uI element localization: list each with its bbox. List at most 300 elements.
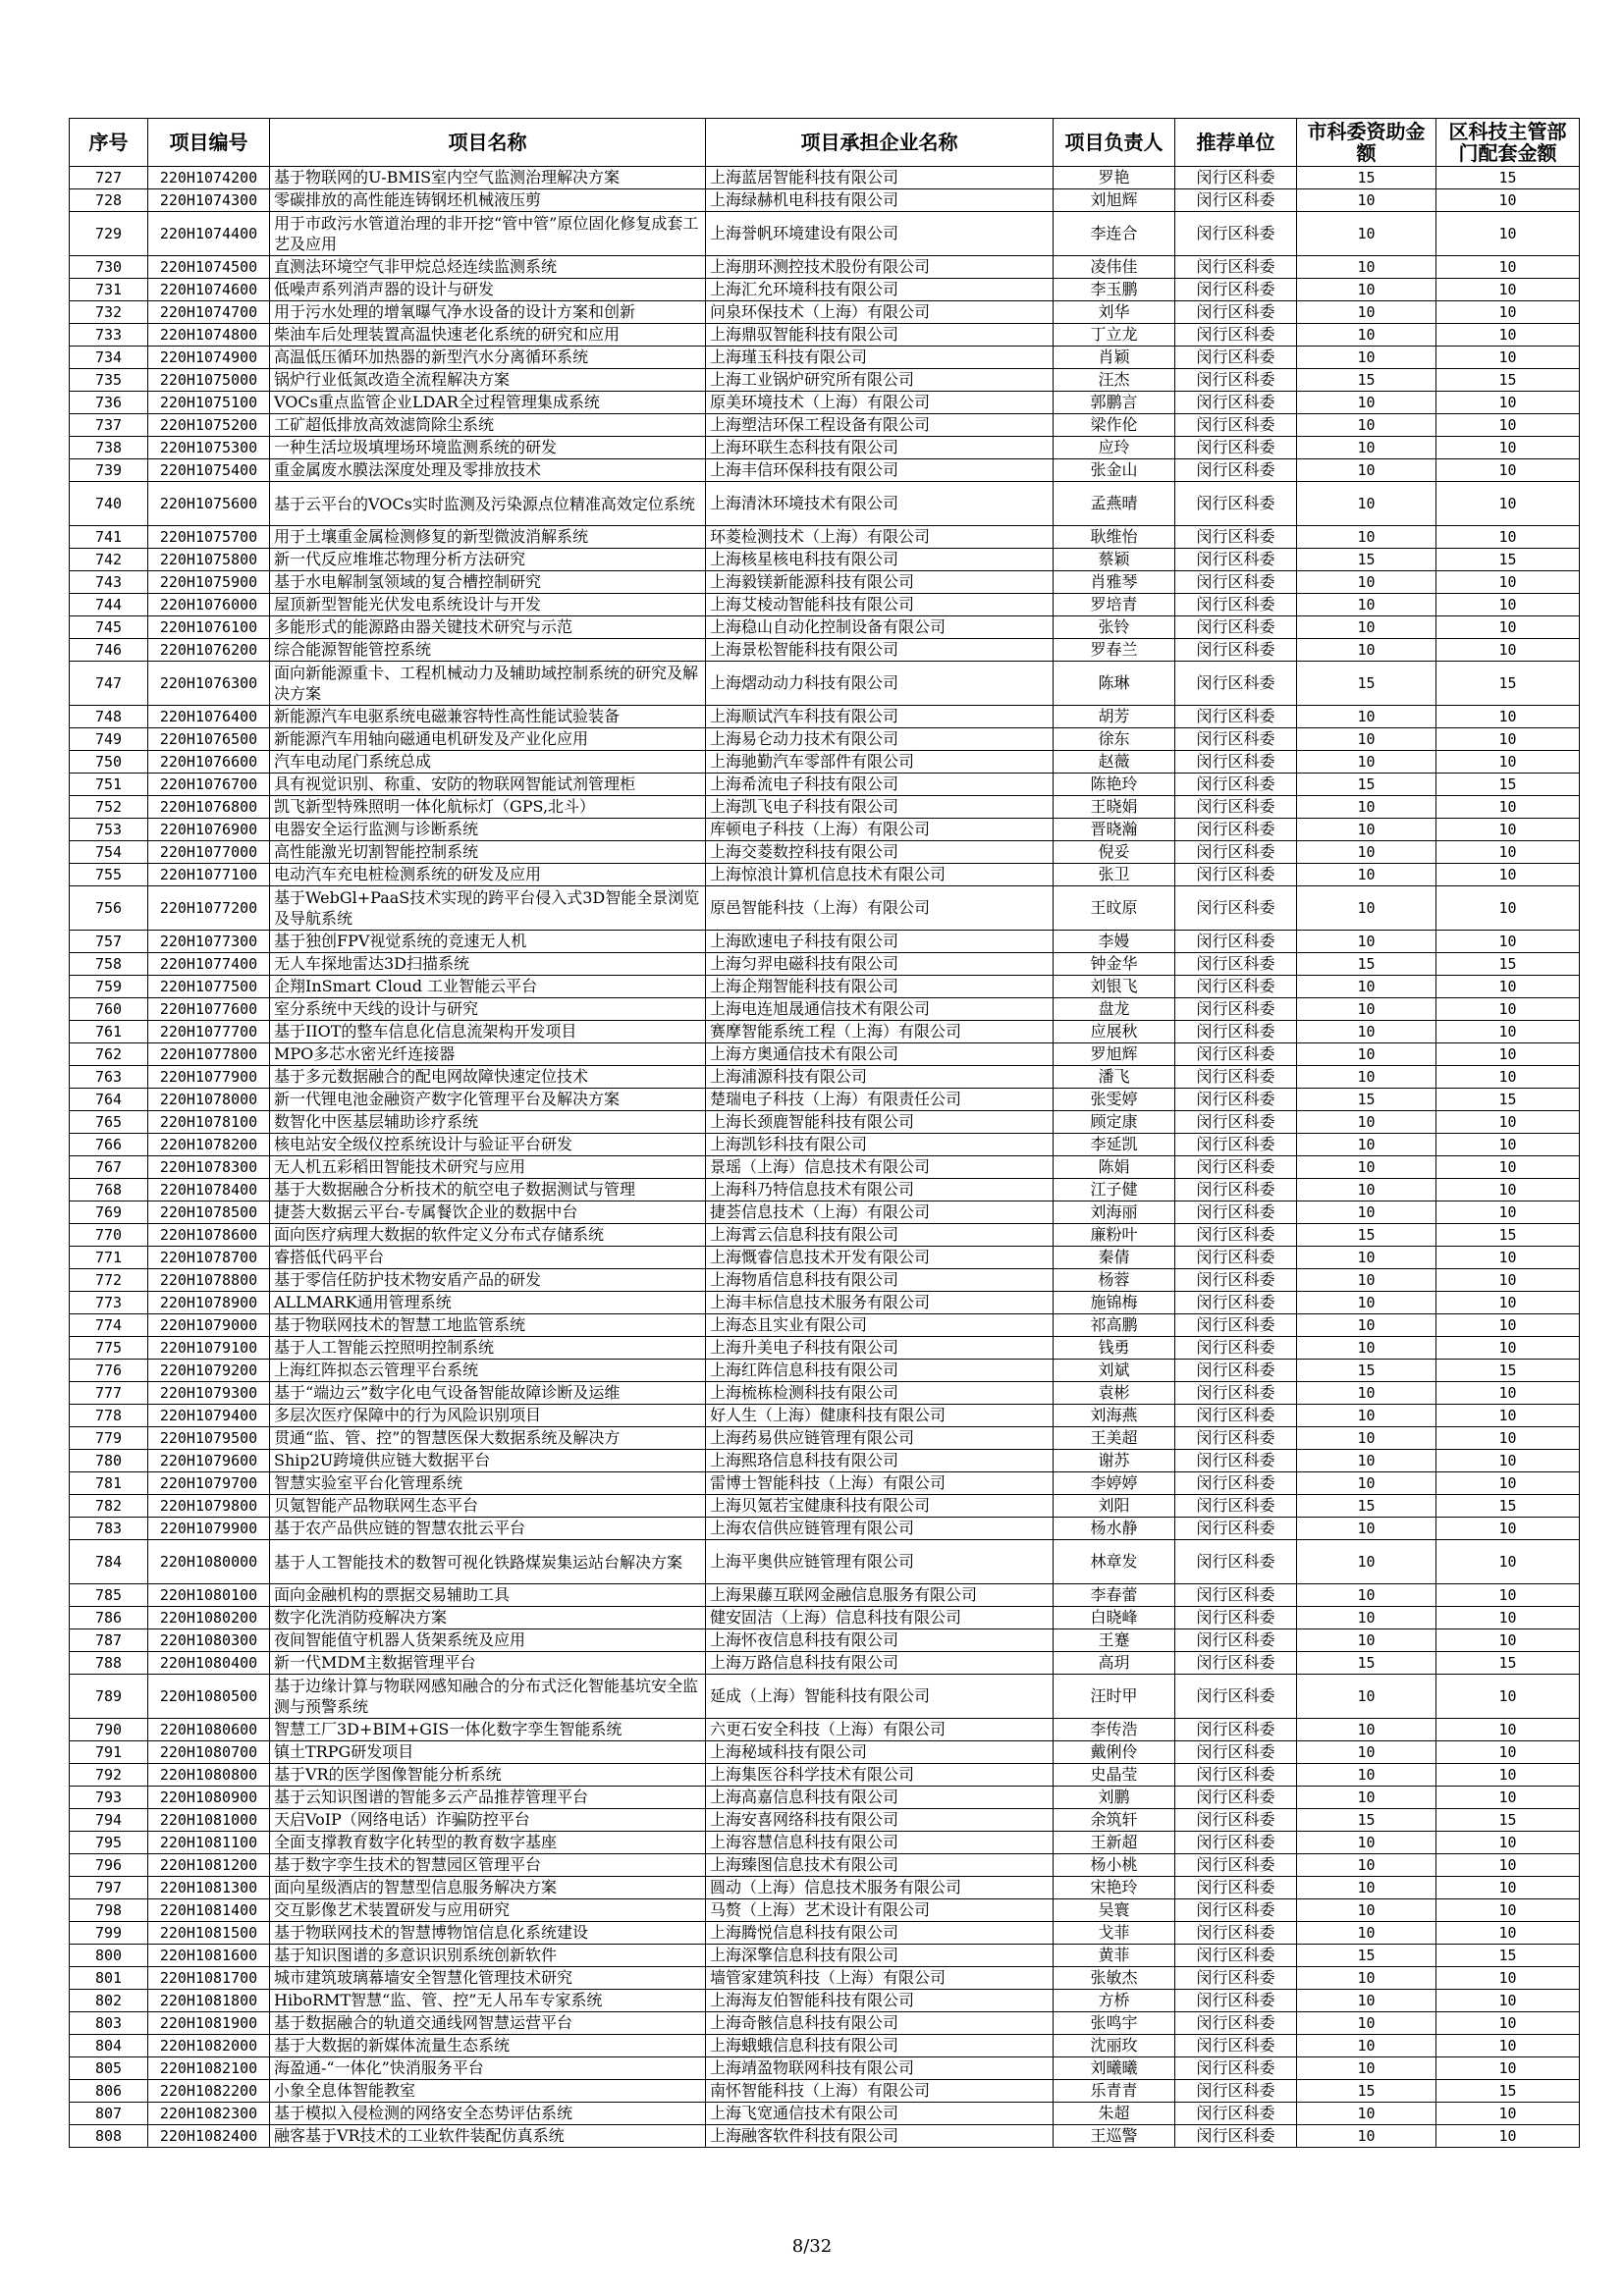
row-recommending-unit: 闵行区科委 <box>1175 2035 1297 2057</box>
row-index: 733 <box>70 324 148 347</box>
row-project-number: 220H1076400 <box>148 706 270 728</box>
row-project-number: 220H1082100 <box>148 2057 270 2080</box>
table-row <box>70 1990 1580 2012</box>
row-project-leader: 李延凯 <box>1054 1134 1175 1156</box>
row-city-funding: 15 <box>1297 662 1436 706</box>
row-company-name: 上海惊浪计算机信息技术有限公司 <box>706 864 1054 886</box>
row-district-funding: 10 <box>1436 1450 1580 1472</box>
table-row <box>70 189 1580 212</box>
row-city-funding: 10 <box>1297 256 1436 279</box>
table-row <box>70 2125 1580 2148</box>
row-company-name: 南怀智能科技（上海）有限公司 <box>706 2080 1054 2103</box>
row-project-name: 高温低压循环加热器的新型汽水分离循环系统 <box>270 347 706 369</box>
row-project-leader: 刘海燕 <box>1054 1405 1175 1427</box>
row-project-leader: 陈琳 <box>1054 662 1175 706</box>
row-project-name: 新一代反应堆堆芯物理分析方法研究 <box>270 549 706 571</box>
row-recommending-unit: 闵行区科委 <box>1175 1021 1297 1043</box>
row-recommending-unit: 闵行区科委 <box>1175 1809 1297 1832</box>
row-company-name: 上海企翔智能科技有限公司 <box>706 976 1054 998</box>
row-project-number: 220H1077800 <box>148 1043 270 1066</box>
row-city-funding: 10 <box>1297 1877 1436 1899</box>
table-row <box>70 2035 1580 2057</box>
row-city-funding: 10 <box>1297 1314 1436 1337</box>
row-project-leader: 秦倩 <box>1054 1247 1175 1269</box>
row-recommending-unit: 闵行区科委 <box>1175 1089 1297 1111</box>
row-project-number: 220H1078300 <box>148 1156 270 1179</box>
row-index: 739 <box>70 459 148 482</box>
row-company-name: 上海浦源科技有限公司 <box>706 1066 1054 1089</box>
row-recommending-unit: 闵行区科委 <box>1175 212 1297 256</box>
row-project-leader: 耿维怡 <box>1054 526 1175 549</box>
row-recommending-unit: 闵行区科委 <box>1175 1854 1297 1877</box>
row-index: 799 <box>70 1922 148 1945</box>
row-project-number: 220H1081900 <box>148 2012 270 2035</box>
row-company-name: 上海高嘉信息科技有限公司 <box>706 1787 1054 1809</box>
row-city-funding: 10 <box>1297 1990 1436 2012</box>
row-recommending-unit: 闵行区科委 <box>1175 392 1297 414</box>
row-project-name: 一种生活垃圾填埋场环境监测系统的研发 <box>270 437 706 459</box>
row-district-funding: 10 <box>1436 482 1580 526</box>
row-company-name: 赛摩智能系统工程（上海）有限公司 <box>706 1021 1054 1043</box>
header-index: 序号 <box>70 119 148 167</box>
row-recommending-unit: 闵行区科委 <box>1175 662 1297 706</box>
row-district-funding: 10 <box>1436 1111 1580 1134</box>
row-project-leader: 王旼原 <box>1054 886 1175 931</box>
row-project-name: 基于农产品供应链的智慧农批云平台 <box>270 1518 706 1540</box>
row-project-name: 面向金融机构的票据交易辅助工具 <box>270 1584 706 1607</box>
table-row <box>70 1043 1580 1066</box>
table-row <box>70 1741 1580 1764</box>
row-company-name: 上海顺试汽车科技有限公司 <box>706 706 1054 728</box>
row-recommending-unit: 闵行区科委 <box>1175 1134 1297 1156</box>
row-district-funding: 10 <box>1436 1629 1580 1652</box>
table-row <box>70 706 1580 728</box>
row-project-number: 220H1076700 <box>148 774 270 796</box>
row-company-name: 上海梳栋检测科技有限公司 <box>706 1382 1054 1405</box>
table-row <box>70 1382 1580 1405</box>
row-project-name: 凯飞新型特殊照明一体化航标灯（GPS,北斗） <box>270 796 706 819</box>
row-index: 750 <box>70 751 148 774</box>
row-project-leader: 汪时甲 <box>1054 1675 1175 1719</box>
row-city-funding: 10 <box>1297 706 1436 728</box>
row-company-name: 上海工业锅炉研究所有限公司 <box>706 369 1054 392</box>
row-project-name: 核电站安全级仪控系统设计与验证平台研发 <box>270 1134 706 1156</box>
row-index: 767 <box>70 1156 148 1179</box>
row-project-name: HiboRMT智慧“监、管、控”无人吊车专家系统 <box>270 1990 706 2012</box>
row-company-name: 上海凯飞电子科技有限公司 <box>706 796 1054 819</box>
row-project-number: 220H1079400 <box>148 1405 270 1427</box>
table-row <box>70 2012 1580 2035</box>
row-index: 774 <box>70 1314 148 1337</box>
row-city-funding: 10 <box>1297 1111 1436 1134</box>
row-city-funding: 10 <box>1297 886 1436 931</box>
row-index: 792 <box>70 1764 148 1787</box>
header-project-number: 项目编号 <box>148 119 270 167</box>
row-company-name: 上海红阵信息科技有限公司 <box>706 1360 1054 1382</box>
row-recommending-unit: 闵行区科委 <box>1175 1877 1297 1899</box>
row-district-funding: 10 <box>1436 1922 1580 1945</box>
row-project-leader: 徐东 <box>1054 728 1175 751</box>
row-project-name: 睿搭低代码平台 <box>270 1247 706 1269</box>
row-project-leader: 李婷婷 <box>1054 1472 1175 1495</box>
row-district-funding: 10 <box>1436 459 1580 482</box>
row-project-name: 电器安全运行监测与诊断系统 <box>270 819 706 841</box>
row-company-name: 上海飞宽通信技术有限公司 <box>706 2103 1054 2125</box>
row-project-leader: 黄菲 <box>1054 1945 1175 1967</box>
table-row <box>70 1787 1580 1809</box>
row-index: 765 <box>70 1111 148 1134</box>
row-project-number: 220H1078500 <box>148 1201 270 1224</box>
row-city-funding: 15 <box>1297 1360 1436 1382</box>
row-index: 759 <box>70 976 148 998</box>
row-project-name: 贝氪智能产品物联网生态平台 <box>270 1495 706 1518</box>
row-city-funding: 10 <box>1297 1156 1436 1179</box>
row-project-leader: 晋晓瀚 <box>1054 819 1175 841</box>
row-project-leader: 廉粉叶 <box>1054 1224 1175 1247</box>
row-index: 742 <box>70 549 148 571</box>
row-recommending-unit: 闵行区科委 <box>1175 1787 1297 1809</box>
row-city-funding: 10 <box>1297 616 1436 639</box>
row-index: 734 <box>70 347 148 369</box>
header-recommending-unit: 推荐单位 <box>1175 119 1297 167</box>
row-recommending-unit: 闵行区科委 <box>1175 1967 1297 1990</box>
row-city-funding: 10 <box>1297 437 1436 459</box>
row-city-funding: 15 <box>1297 1089 1436 1111</box>
row-city-funding: 10 <box>1297 1787 1436 1809</box>
row-recommending-unit: 闵行区科委 <box>1175 796 1297 819</box>
table-row <box>70 526 1580 549</box>
row-city-funding: 15 <box>1297 167 1436 189</box>
row-project-leader: 刘华 <box>1054 301 1175 324</box>
row-index: 795 <box>70 1832 148 1854</box>
row-city-funding: 10 <box>1297 1675 1436 1719</box>
row-project-number: 220H1081000 <box>148 1809 270 1832</box>
table-row <box>70 392 1580 414</box>
row-index: 743 <box>70 571 148 594</box>
row-city-funding: 10 <box>1297 347 1436 369</box>
row-district-funding: 10 <box>1436 301 1580 324</box>
table-row <box>70 639 1580 662</box>
table-row <box>70 1427 1580 1450</box>
row-index: 787 <box>70 1629 148 1652</box>
row-city-funding: 10 <box>1297 324 1436 347</box>
row-project-number: 220H1078400 <box>148 1179 270 1201</box>
row-city-funding: 10 <box>1297 1066 1436 1089</box>
row-project-leader: 沈丽玫 <box>1054 2035 1175 2057</box>
row-project-name: 夜间智能值守机器人货架系统及应用 <box>270 1629 706 1652</box>
row-city-funding: 15 <box>1297 1495 1436 1518</box>
row-recommending-unit: 闵行区科委 <box>1175 639 1297 662</box>
row-company-name: 上海药易供应链管理有限公司 <box>706 1427 1054 1450</box>
row-company-name: 上海腾悦信息科技有限公司 <box>706 1922 1054 1945</box>
row-project-leader: 林章发 <box>1054 1540 1175 1584</box>
table-row <box>70 1134 1580 1156</box>
table-row <box>70 414 1580 437</box>
row-city-funding: 10 <box>1297 1741 1436 1764</box>
table-row <box>70 1450 1580 1472</box>
row-project-number: 220H1079200 <box>148 1360 270 1382</box>
row-city-funding: 10 <box>1297 414 1436 437</box>
row-project-leader: 白晓峰 <box>1054 1607 1175 1629</box>
row-project-name: 小象全息体智能教室 <box>270 2080 706 2103</box>
row-project-leader: 宋艳玲 <box>1054 1877 1175 1899</box>
row-index: 758 <box>70 953 148 976</box>
row-city-funding: 10 <box>1297 751 1436 774</box>
row-project-name: 基于大数据融合分析技术的航空电子数据测试与管理 <box>270 1179 706 1201</box>
row-project-number: 220H1076100 <box>148 616 270 639</box>
row-district-funding: 10 <box>1436 2103 1580 2125</box>
table-row <box>70 1652 1580 1675</box>
row-project-number: 220H1079300 <box>148 1382 270 1405</box>
row-company-name: 上海鼎驭智能科技有限公司 <box>706 324 1054 347</box>
table-row <box>70 1518 1580 1540</box>
row-city-funding: 10 <box>1297 1427 1436 1450</box>
row-recommending-unit: 闵行区科委 <box>1175 2080 1297 2103</box>
row-project-name: 锅炉行业低氮改造全流程解决方案 <box>270 369 706 392</box>
row-recommending-unit: 闵行区科委 <box>1175 571 1297 594</box>
row-company-name: 上海朋环测控技术股份有限公司 <box>706 256 1054 279</box>
row-recommending-unit: 闵行区科委 <box>1175 1314 1297 1337</box>
row-district-funding: 15 <box>1436 1495 1580 1518</box>
row-project-name: MPO多芯水密光纤连接器 <box>270 1043 706 1066</box>
row-project-name: ALLMARK通用管理系统 <box>270 1292 706 1314</box>
row-index: 757 <box>70 931 148 953</box>
row-city-funding: 10 <box>1297 1472 1436 1495</box>
table-row <box>70 594 1580 616</box>
row-project-number: 220H1080200 <box>148 1607 270 1629</box>
row-index: 789 <box>70 1675 148 1719</box>
row-project-number: 220H1078900 <box>148 1292 270 1314</box>
row-project-number: 220H1081300 <box>148 1877 270 1899</box>
table-row <box>70 347 1580 369</box>
row-district-funding: 10 <box>1436 1584 1580 1607</box>
row-project-name: 多能形式的能源路由器关键技术研究与示范 <box>270 616 706 639</box>
row-project-number: 220H1081400 <box>148 1899 270 1922</box>
row-recommending-unit: 闵行区科委 <box>1175 2103 1297 2125</box>
row-project-name: 基于边缘计算与物联网感知融合的分布式泛化智能基坑安全监测与预警系统 <box>270 1675 706 1719</box>
row-company-name: 上海汇允环境科技有限公司 <box>706 279 1054 301</box>
row-project-number: 220H1078600 <box>148 1224 270 1247</box>
row-recommending-unit: 闵行区科委 <box>1175 1179 1297 1201</box>
row-recommending-unit: 闵行区科委 <box>1175 1899 1297 1922</box>
row-company-name: 上海霄云信息科技有限公司 <box>706 1224 1054 1247</box>
row-project-number: 220H1074600 <box>148 279 270 301</box>
row-index: 755 <box>70 864 148 886</box>
row-district-funding: 10 <box>1436 1540 1580 1584</box>
row-district-funding: 10 <box>1436 594 1580 616</box>
row-project-leader: 高玥 <box>1054 1652 1175 1675</box>
row-index: 776 <box>70 1360 148 1382</box>
row-index: 770 <box>70 1224 148 1247</box>
row-index: 800 <box>70 1945 148 1967</box>
row-project-number: 220H1081800 <box>148 1990 270 2012</box>
row-city-funding: 10 <box>1297 571 1436 594</box>
row-project-name: 智慧工厂3D+BIM+GIS一体化数字孪生智能系统 <box>270 1719 706 1741</box>
row-recommending-unit: 闵行区科委 <box>1175 976 1297 998</box>
row-recommending-unit: 闵行区科委 <box>1175 301 1297 324</box>
row-project-name: 数字化洗消防疫解决方案 <box>270 1607 706 1629</box>
row-city-funding: 10 <box>1297 2012 1436 2035</box>
row-project-leader: 郭鹏言 <box>1054 392 1175 414</box>
row-recommending-unit: 闵行区科委 <box>1175 1764 1297 1787</box>
table-row <box>70 1629 1580 1652</box>
row-project-number: 220H1076900 <box>148 819 270 841</box>
row-company-name: 上海绿赫机电科技有限公司 <box>706 189 1054 212</box>
table-row <box>70 1337 1580 1360</box>
row-district-funding: 10 <box>1436 1179 1580 1201</box>
row-project-name: 基于多元数据融合的配电网故障快速定位技术 <box>270 1066 706 1089</box>
row-city-funding: 10 <box>1297 594 1436 616</box>
row-city-funding: 10 <box>1297 1269 1436 1292</box>
row-district-funding: 10 <box>1436 998 1580 1021</box>
table-row <box>70 1809 1580 1832</box>
row-index: 748 <box>70 706 148 728</box>
row-company-name: 上海誉帆环境建设有限公司 <box>706 212 1054 256</box>
row-recommending-unit: 闵行区科委 <box>1175 414 1297 437</box>
row-project-leader: 凌伟佳 <box>1054 256 1175 279</box>
row-project-leader: 顾定康 <box>1054 1111 1175 1134</box>
row-recommending-unit: 闵行区科委 <box>1175 1922 1297 1945</box>
row-project-name: 具有视觉识别、称重、安防的物联网智能试剂管理柜 <box>270 774 706 796</box>
row-project-name: 基于水电解制氢领域的复合槽控制研究 <box>270 571 706 594</box>
table-row <box>70 167 1580 189</box>
row-company-name: 上海艾棱动智能科技有限公司 <box>706 594 1054 616</box>
row-company-name: 上海核星核电科技有限公司 <box>706 549 1054 571</box>
row-company-name: 上海熠动动力科技有限公司 <box>706 662 1054 706</box>
row-company-name: 上海熙珞信息科技有限公司 <box>706 1450 1054 1472</box>
row-project-number: 220H1079700 <box>148 1472 270 1495</box>
row-project-leader: 陈娟 <box>1054 1156 1175 1179</box>
row-company-name: 上海稳山自动化控制设备有限公司 <box>706 616 1054 639</box>
row-index: 761 <box>70 1021 148 1043</box>
row-recommending-unit: 闵行区科委 <box>1175 1111 1297 1134</box>
row-city-funding: 10 <box>1297 1899 1436 1922</box>
row-index: 794 <box>70 1809 148 1832</box>
table-row <box>70 1314 1580 1337</box>
row-district-funding: 10 <box>1436 728 1580 751</box>
row-recommending-unit: 闵行区科委 <box>1175 1652 1297 1675</box>
row-project-number: 220H1076800 <box>148 796 270 819</box>
row-project-number: 220H1080100 <box>148 1584 270 1607</box>
row-district-funding: 10 <box>1436 324 1580 347</box>
row-company-name: 景瑶（上海）信息技术有限公司 <box>706 1156 1054 1179</box>
row-district-funding: 10 <box>1436 1741 1580 1764</box>
row-company-name: 上海态且实业有限公司 <box>706 1314 1054 1337</box>
row-index: 786 <box>70 1607 148 1629</box>
row-index: 775 <box>70 1337 148 1360</box>
row-company-name: 延成（上海）智能科技有限公司 <box>706 1675 1054 1719</box>
table-row <box>70 571 1580 594</box>
row-project-number: 220H1081600 <box>148 1945 270 1967</box>
row-city-funding: 10 <box>1297 998 1436 1021</box>
row-project-name: 新能源汽车电驱系统电磁兼容特性高性能试验装备 <box>270 706 706 728</box>
row-project-leader: 余筑轩 <box>1054 1809 1175 1832</box>
row-project-number: 220H1077200 <box>148 886 270 931</box>
row-index: 737 <box>70 414 148 437</box>
row-project-leader: 杨蓉 <box>1054 1269 1175 1292</box>
row-district-funding: 10 <box>1436 1201 1580 1224</box>
row-project-leader: 刘海丽 <box>1054 1201 1175 1224</box>
row-project-number: 220H1078200 <box>148 1134 270 1156</box>
row-project-name: 用于污水处理的增氧曝气净水设备的设计方案和创新 <box>270 301 706 324</box>
row-index: 740 <box>70 482 148 526</box>
row-recommending-unit: 闵行区科委 <box>1175 1495 1297 1518</box>
row-district-funding: 10 <box>1436 189 1580 212</box>
row-project-number: 220H1076600 <box>148 751 270 774</box>
row-project-name: 交互影像艺术装置研发与应用研究 <box>270 1899 706 1922</box>
row-city-funding: 10 <box>1297 931 1436 953</box>
table-row <box>70 796 1580 819</box>
row-company-name: 上海蓝居智能科技有限公司 <box>706 167 1054 189</box>
table-row <box>70 301 1580 324</box>
row-project-name: 低噪声系列消声器的设计与研发 <box>270 279 706 301</box>
row-project-name: 数智化中医基层辅助诊疗系统 <box>270 1111 706 1134</box>
row-city-funding: 15 <box>1297 2080 1436 2103</box>
row-project-name: 基于数据融合的轨道交通线网智慧运营平台 <box>270 2012 706 2035</box>
table-row <box>70 1156 1580 1179</box>
row-district-funding: 10 <box>1436 1854 1580 1877</box>
row-project-name: 新一代MDM主数据管理平台 <box>270 1652 706 1675</box>
row-index: 808 <box>70 2125 148 2148</box>
row-city-funding: 10 <box>1297 1179 1436 1201</box>
row-index: 784 <box>70 1540 148 1584</box>
row-project-number: 220H1080500 <box>148 1675 270 1719</box>
row-company-name: 上海安喜网络科技有限公司 <box>706 1809 1054 1832</box>
row-project-leader: 王蹇 <box>1054 1629 1175 1652</box>
row-index: 741 <box>70 526 148 549</box>
table-row <box>70 2080 1580 2103</box>
row-district-funding: 10 <box>1436 2035 1580 2057</box>
row-project-leader: 戈菲 <box>1054 1922 1175 1945</box>
row-project-number: 220H1080000 <box>148 1540 270 1584</box>
row-project-leader: 史晶莹 <box>1054 1764 1175 1787</box>
table-row <box>70 751 1580 774</box>
row-project-number: 220H1075700 <box>148 526 270 549</box>
row-project-name: 智慧实验室平台化管理系统 <box>270 1472 706 1495</box>
row-index: 747 <box>70 662 148 706</box>
row-project-leader: 李连合 <box>1054 212 1175 256</box>
row-city-funding: 10 <box>1297 1450 1436 1472</box>
row-project-name: 新一代锂电池金融资产数字化管理平台及解决方案 <box>270 1089 706 1111</box>
row-company-name: 雷博士智能科技（上海）有限公司 <box>706 1472 1054 1495</box>
row-index: 729 <box>70 212 148 256</box>
row-index: 785 <box>70 1584 148 1607</box>
table-row <box>70 976 1580 998</box>
row-district-funding: 10 <box>1436 751 1580 774</box>
row-city-funding: 10 <box>1297 1607 1436 1629</box>
row-district-funding: 10 <box>1436 526 1580 549</box>
table-row <box>70 369 1580 392</box>
row-recommending-unit: 闵行区科委 <box>1175 1360 1297 1382</box>
row-company-name: 上海匀羿电磁科技有限公司 <box>706 953 1054 976</box>
row-recommending-unit: 闵行区科委 <box>1175 1201 1297 1224</box>
row-district-funding: 10 <box>1436 1043 1580 1066</box>
row-project-name: 用于土壤重金属检测修复的新型微波消解系统 <box>270 526 706 549</box>
table-row <box>70 841 1580 864</box>
row-recommending-unit: 闵行区科委 <box>1175 1518 1297 1540</box>
row-company-name: 上海电连旭晟通信技术有限公司 <box>706 998 1054 1021</box>
row-project-name: 贯通“监、管、控”的智慧医保大数据系统及解决方 <box>270 1427 706 1450</box>
row-recommending-unit: 闵行区科委 <box>1175 841 1297 864</box>
row-recommending-unit: 闵行区科委 <box>1175 256 1297 279</box>
row-project-number: 220H1074500 <box>148 256 270 279</box>
row-project-number: 220H1074800 <box>148 324 270 347</box>
row-recommending-unit: 闵行区科委 <box>1175 526 1297 549</box>
table-row <box>70 482 1580 526</box>
row-district-funding: 15 <box>1436 1945 1580 1967</box>
row-recommending-unit: 闵行区科委 <box>1175 1719 1297 1741</box>
row-project-number: 220H1082000 <box>148 2035 270 2057</box>
